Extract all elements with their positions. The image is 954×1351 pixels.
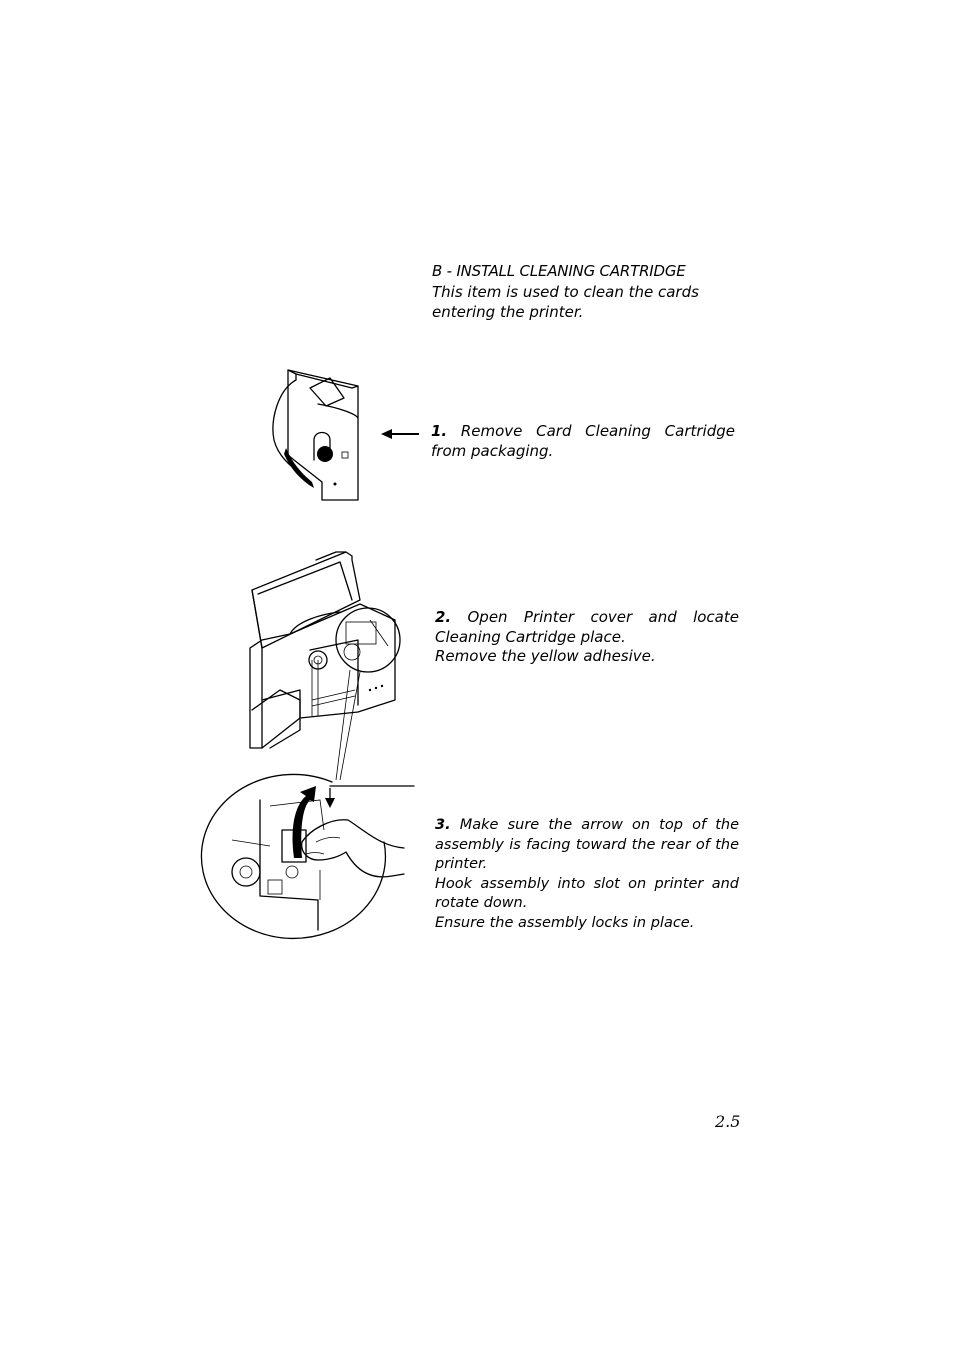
- step-3-text: Make sure the arrow on top of the assembly is facing toward the rear of the printer.: [435, 817, 739, 872]
- hand-installing-cartridge-illustration: [201, 774, 414, 938]
- step-1-text: Remove Card Cleaning Cartridge from packaging.: [431, 422, 735, 460]
- step-3: [435, 816, 739, 933]
- page-number: 2.5: [715, 1112, 741, 1131]
- step-3-text-2: Hook assembly into slot on printer and rotate down.: [435, 875, 739, 911]
- step-1: [431, 422, 735, 461]
- step-2: [435, 608, 739, 667]
- cleaning-cartridge-illustration: [273, 370, 419, 500]
- section-title: B - INSTALL CLEANING CARTRIDGE: [432, 262, 686, 280]
- printer-open-cover-illustration: [250, 552, 400, 780]
- step-3-text-3: Ensure the assembly locks in place.: [435, 914, 695, 931]
- step-3-number: 3.: [435, 817, 451, 833]
- step-2-text: Open Printer cover and locate Cleaning Cartridge place.: [435, 608, 739, 646]
- step-2-text-2: Remove the yellow adhesive.: [435, 647, 656, 665]
- step-1-number: 1.: [431, 422, 448, 440]
- step-2-number: 2.: [435, 608, 452, 626]
- section-intro: This item is used to clean the cards entering the printer.: [432, 283, 699, 321]
